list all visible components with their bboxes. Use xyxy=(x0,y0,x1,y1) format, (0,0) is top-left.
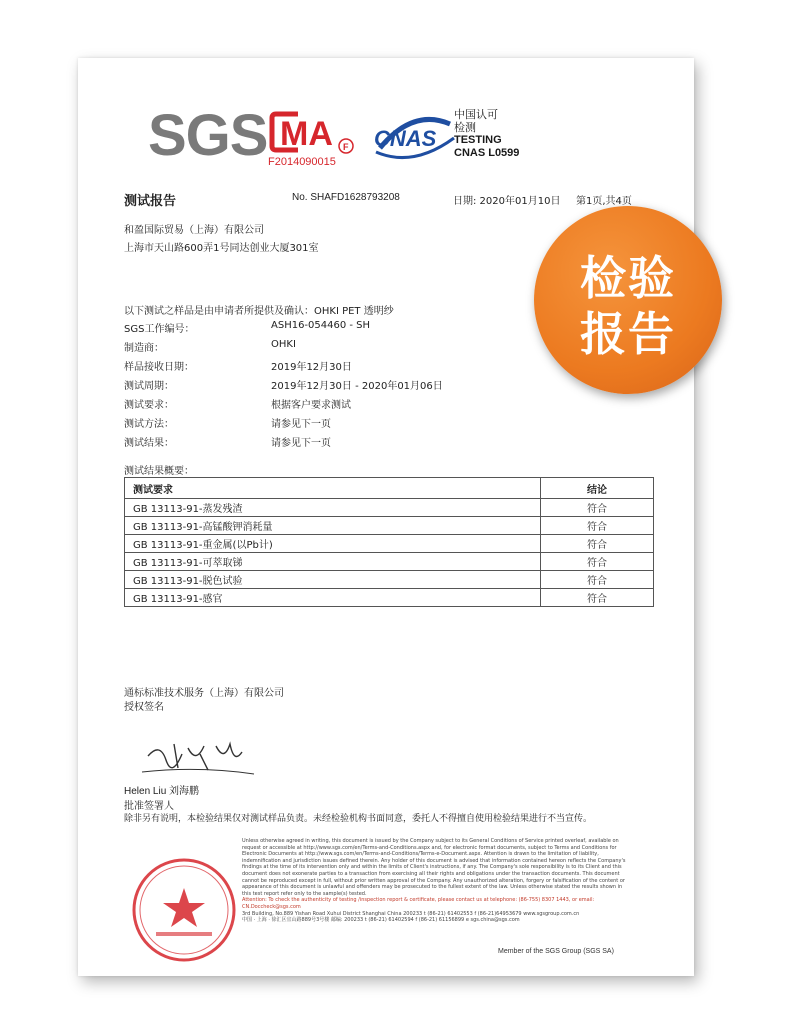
table-cell: GB 13113-91-感官 xyxy=(125,589,541,607)
report-title: 测试报告 xyxy=(124,194,177,209)
results-table xyxy=(124,477,654,607)
column-header-conclusion: 结论 xyxy=(541,478,654,499)
signer-role: 批准签署人 xyxy=(124,801,174,812)
field-value: 2019年12月30日 xyxy=(271,362,352,373)
table-row xyxy=(125,589,654,607)
table-cell: 符合 xyxy=(541,517,654,535)
signer-name: Helen Liu 刘海鹏 xyxy=(124,786,200,797)
field-value: OHKI xyxy=(271,339,296,350)
table-row xyxy=(125,571,654,589)
cma-mark: MA xyxy=(280,115,333,153)
report-number: No. SHAFD1628793208 xyxy=(292,192,400,203)
cnas-cn-1: 中国认可 xyxy=(454,108,498,121)
table-cell: 符合 xyxy=(541,499,654,517)
field-label: 制造商： xyxy=(124,343,164,354)
table-row xyxy=(125,499,654,517)
table-cell: GB 13113-91-重金属(以Pb计) xyxy=(125,535,541,553)
summary-label: 测试结果概要： xyxy=(124,466,194,477)
address-en: 3rd Building, No.889 Yishan Road Xuhui District Shanghai China 200233 t (86-21) 61402553 f (86-21)64953679 www.sgsgroup.com.cn xyxy=(242,910,580,917)
table-cell: GB 13113-91-蒸发残渣 xyxy=(125,499,541,517)
cma-logo xyxy=(268,108,356,160)
field-value: 2019年12月30日 - 2020年01月06日 xyxy=(271,381,443,392)
authenticity-notice: Attention: To check the authenticity of testing /inspection report & certificate, please contact us at telephone: (86-755) 8307 1443, or email: CN.Doccheck@sgs.com xyxy=(242,897,595,910)
sgs-member-note: Member of the SGS Group (SGS SA) xyxy=(498,948,614,955)
inspection-report-stamp xyxy=(534,206,722,394)
table-row xyxy=(125,535,654,553)
official-seal xyxy=(122,848,246,972)
field-value: 根据客户要求测试 xyxy=(271,400,351,411)
sample-intro: 以下测试之样品是由申请者所提供及确认：OHKI PET 透明纱 xyxy=(124,306,394,317)
table-cell: 符合 xyxy=(541,553,654,571)
terms-text: Unless otherwise agreed in writing, this document is issued by the Company subject to its General Conditions of Service printed overleaf, available on request or accessible at http://www.sgs.com/en/Terms-and-Conditions.aspx and, for electronic format documents, subject to Terms and Conditions for Electronic Documents at http://www.sgs.com/en/Terms-and-Conditions/Terms-e-Document.aspx. Attention is drawn to the limitation of liability, indemnification and jurisdiction issues defined therein. Any holder of this document is advised that information contained hereon reflects the Company's findings at the time of its intervention only and within the limits of Client's instructions, if any. The Company's sole responsibility is to its Client and this document does not exonerate parties to a transaction from exercising all their rights and obligations under the transaction documents. This document cannot be reproduced except in full, without prior written approval of the Company. Any unauthorized alteration, forgery or falsification of the content or appearance of this document is unlawful and offenders may be prosecuted to the fullest extent of the law. Unless otherwise stated the results shown in this test report refer only to the sample(s) tested. xyxy=(242,838,626,897)
disclaimer: 除非另有说明，本检验结果仅对测试样品负责。未经检验机构书面同意，委托人不得擅自使用检验结果进行不当宣传。 xyxy=(124,814,593,824)
cnas-logo xyxy=(368,108,458,164)
field-label: 测试结果： xyxy=(124,438,174,449)
client-address: 上海市天山路600弄1号同达创业大厦301室 xyxy=(124,243,319,254)
stamp-line-1: 检验 xyxy=(580,251,676,305)
issuing-company: 通标标准技术服务（上海）有限公司 xyxy=(124,688,284,699)
terms-fine-print xyxy=(242,838,632,924)
field-label: 测试方法： xyxy=(124,419,174,430)
report-page-count: 第1页,共4页 xyxy=(576,196,632,207)
field-label: 测试周期： xyxy=(124,381,174,392)
authorized-signature-label: 授权签名 xyxy=(124,702,164,713)
report-date: 日期: 2020年01月10日 xyxy=(453,196,561,207)
table-cell: GB 13113-91-高锰酸钾消耗量 xyxy=(125,517,541,535)
field-label: SGS工作编号： xyxy=(124,324,195,335)
table-cell: GB 13113-91-可萃取锑 xyxy=(125,553,541,571)
field-label: 测试要求： xyxy=(124,400,174,411)
report-page xyxy=(78,58,694,976)
cnas-mark: CNAS xyxy=(374,126,437,151)
field-label: 样品接收日期： xyxy=(124,362,194,373)
table-row xyxy=(125,517,654,535)
svg-text:F: F xyxy=(343,142,349,152)
table-cell: 符合 xyxy=(541,589,654,607)
handwritten-signature xyxy=(138,734,258,780)
cnas-cn-2: 检测 xyxy=(454,121,476,134)
cnas-en-1: TESTING xyxy=(454,134,502,146)
cnas-text xyxy=(454,108,519,160)
sgs-logo: SGS xyxy=(148,103,268,168)
stamp-line-2: 报告 xyxy=(580,307,676,361)
client-name: 和盈国际贸易（上海）有限公司 xyxy=(124,225,264,236)
table-cell: 符合 xyxy=(541,571,654,589)
table-cell: 符合 xyxy=(541,535,654,553)
cma-code: F2014090015 xyxy=(268,156,336,168)
column-header-requirement: 测试要求 xyxy=(125,478,541,499)
table-row xyxy=(125,553,654,571)
field-value: 请参见下一页 xyxy=(271,438,331,449)
field-value: 请参见下一页 xyxy=(271,419,331,430)
table-header-row xyxy=(125,478,654,499)
field-value: ASH16-054460 - SH xyxy=(271,320,371,331)
address-cn: 中国 · 上海 · 徐汇区宜山路889号3号楼 邮编: 200233 t (86-21) 61402594 f (86-21) 61156899 e sgs.china@sgs.com xyxy=(242,917,520,924)
cnas-en-2: CNAS L0599 xyxy=(454,147,520,159)
table-cell: GB 13113-91-脱色试验 xyxy=(125,571,541,589)
